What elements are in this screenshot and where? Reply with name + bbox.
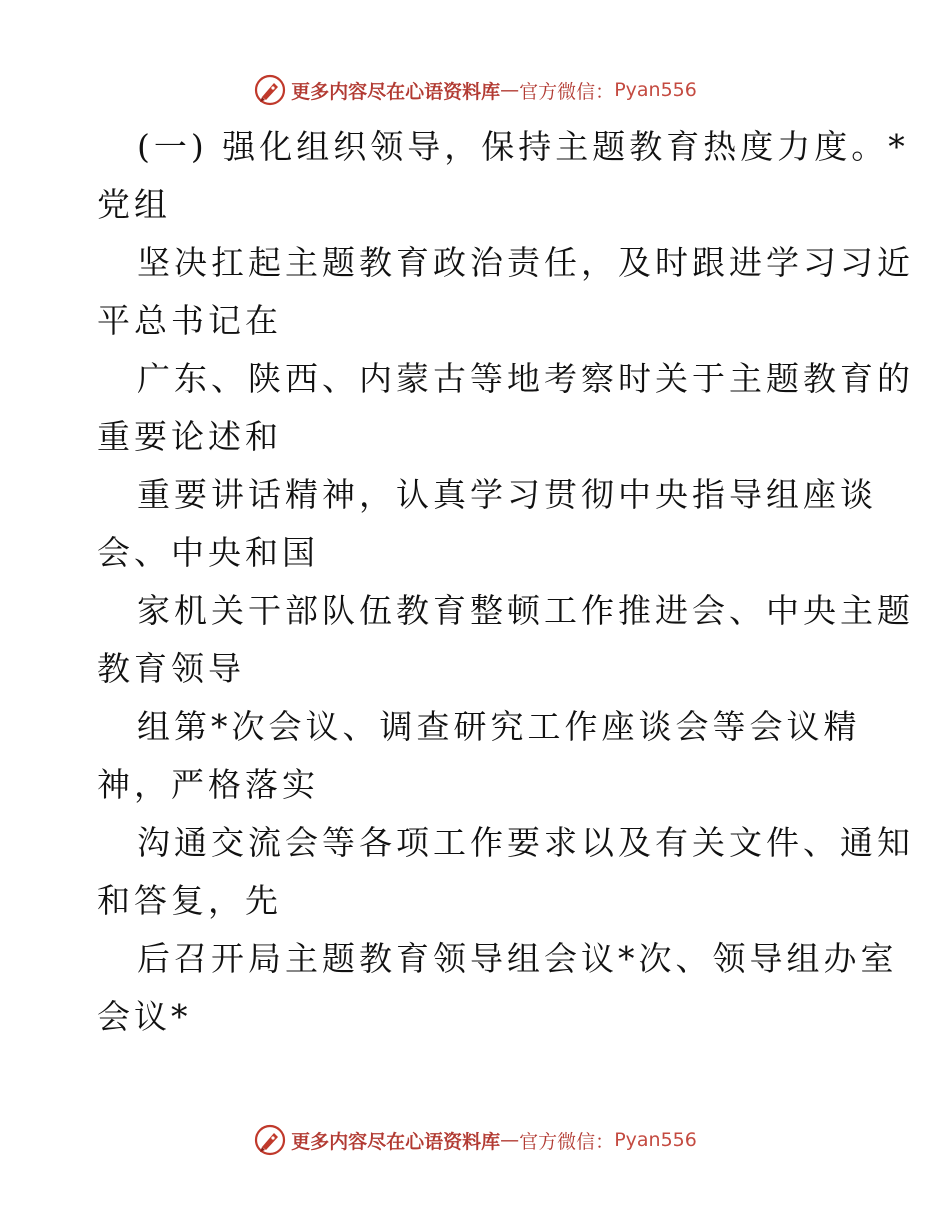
footer-banner (0, 1120, 950, 1160)
banner-wechat-id: Pyan556 (614, 79, 697, 101)
text-line: 会、中央和国 (97, 533, 319, 572)
banner-wechat-id: Pyan556 (614, 1129, 697, 1151)
text-line: 重要论述和 (97, 417, 282, 456)
text-line: (一) 强化组织领导，保持主题教育热度力度。* (137, 127, 909, 166)
text-line: 会议* (97, 997, 192, 1036)
text-line: 家机关干部队伍教育整顿工作推进会、中央主题 (137, 591, 914, 630)
text-line: 组第*次会议、调查研究工作座谈会等会议精 (137, 707, 861, 746)
document-body (97, 118, 914, 1046)
pen-nib-logo-icon (253, 1123, 287, 1157)
text-line: 党组 (97, 185, 171, 224)
banner-title: 更多内容尽在心语资料库 (291, 80, 501, 103)
text-line: 教育领导 (97, 649, 245, 688)
text-line: 平总书记在 (97, 301, 282, 340)
header-banner (0, 70, 950, 110)
text-line: 后召开局主题教育领导组会议*次、领导组办室 (137, 939, 898, 978)
banner-title: 更多内容尽在心语资料库 (291, 1130, 501, 1153)
text-line: 重要讲话精神，认真学习贯彻中央指导组座谈 (137, 475, 877, 514)
text-line: 坚决扛起主题教育政治责任，及时跟进学习习近 (137, 243, 914, 282)
banner-wechat-label: 官方微信： (519, 80, 615, 103)
text-line: 沟通交流会等各项工作要求以及有关文件、通知 (137, 823, 914, 862)
banner-dash: — (500, 79, 520, 101)
banner-dash: — (500, 1129, 520, 1151)
banner-wechat-label: 官方微信： (519, 1130, 615, 1153)
pen-nib-logo-icon (253, 73, 287, 107)
text-line: 神，严格落实 (97, 765, 319, 804)
text-line: 广东、陕西、内蒙古等地考察时关于主题教育的 (137, 359, 914, 398)
text-line: 和答复，先 (97, 881, 282, 920)
